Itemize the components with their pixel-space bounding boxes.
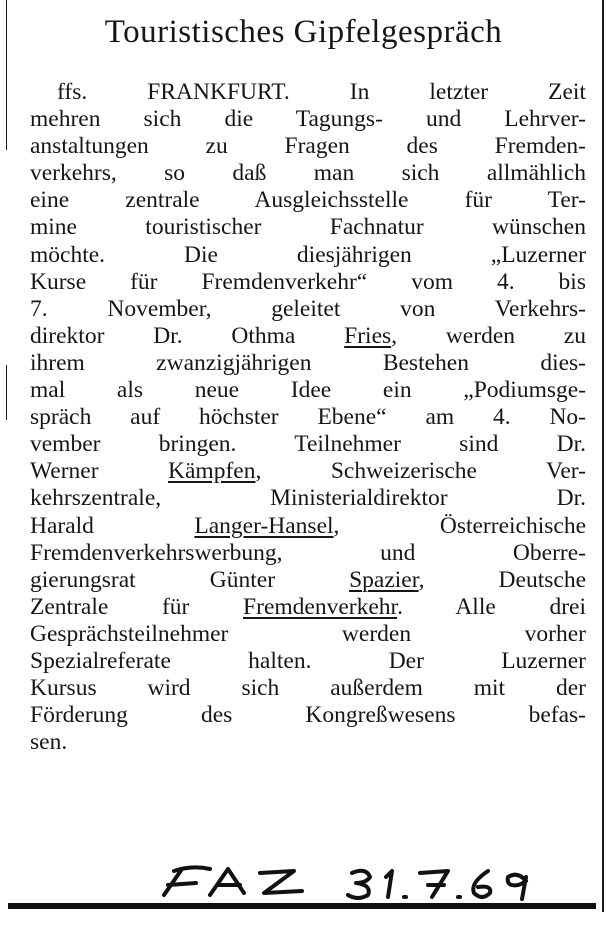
- underlined-name: Langer-Hansel: [194, 512, 334, 539]
- article-line: ihrem zwanzigjährigen Bestehen dies-: [30, 349, 586, 376]
- article-line: vember bringen. Teilnehmer sind Dr.: [30, 431, 586, 458]
- article-line: gierungsrat Günter Spazier, Deutsche: [30, 566, 586, 593]
- article-line: anstaltungen zu Fragen des Fremden-: [30, 133, 586, 160]
- article-line: mine touristischer Fachnatur wünschen: [30, 214, 586, 241]
- article-line: Harald Langer-Hansel, Österreichische: [30, 512, 586, 539]
- handwritten-source-note: [152, 855, 572, 903]
- article-line: möchte. Die diesjährigen „Luzerner: [30, 241, 586, 268]
- bottom-rule: [8, 903, 596, 909]
- article-line: 7. November, geleitet von Verkehrs-: [30, 295, 586, 322]
- article-line: ffs. FRANKFURT. In letzter Zeit: [57, 79, 586, 105]
- article-line: mehren sich die Tagungs- und Lehrver-: [30, 106, 586, 133]
- underlined-name: Fries: [344, 322, 392, 349]
- article-body: [30, 79, 586, 756]
- article-line: Gesprächsteilnehmer werden vorher: [30, 620, 586, 647]
- underlined-name: Spazier: [349, 566, 419, 593]
- article-line: Werner Kämpfen, Schweizerische Ver-: [30, 458, 586, 485]
- article-line: eine zentrale Ausgleichsstelle für Ter-: [30, 187, 586, 214]
- article-line: spräch auf höchster Ebene“ am 4. No-: [30, 404, 586, 431]
- article-line: direktor Dr. Othma Fries, werden zu: [30, 322, 586, 349]
- handwriting-drawing: [152, 855, 572, 903]
- article-line: verkehrs, so daß man sich allmählich: [30, 160, 586, 187]
- clipping-edge-left-fragment: [6, 365, 7, 420]
- article-line: sen.: [30, 729, 68, 756]
- article-line: Spezialreferate halten. Der Luzerner: [30, 647, 586, 674]
- clipping-edge-right: [602, 0, 604, 912]
- article-line: Förderung des Kongreßwesens befas-: [30, 702, 586, 729]
- article-headline: Touristisches Gipfelgespräch: [104, 14, 503, 50]
- article-line: Fremdenverkehrswerbung, und Oberre-: [30, 539, 586, 566]
- article-line: mal als neue Idee ein „Podiumsge-: [30, 377, 586, 404]
- underlined-name: Fremdenverkehr: [243, 593, 398, 620]
- article-line: Kurse für Fremdenverkehr“ vom 4. bis: [30, 268, 586, 295]
- underlined-name: Kämpfen: [168, 458, 256, 485]
- article-line: kehrszentrale, Ministerialdirektor Dr.: [30, 485, 586, 512]
- article-line: Kursus wird sich außerdem mit der: [30, 675, 586, 702]
- article-line: Zentrale für Fremdenverkehr. Alle drei: [30, 593, 586, 620]
